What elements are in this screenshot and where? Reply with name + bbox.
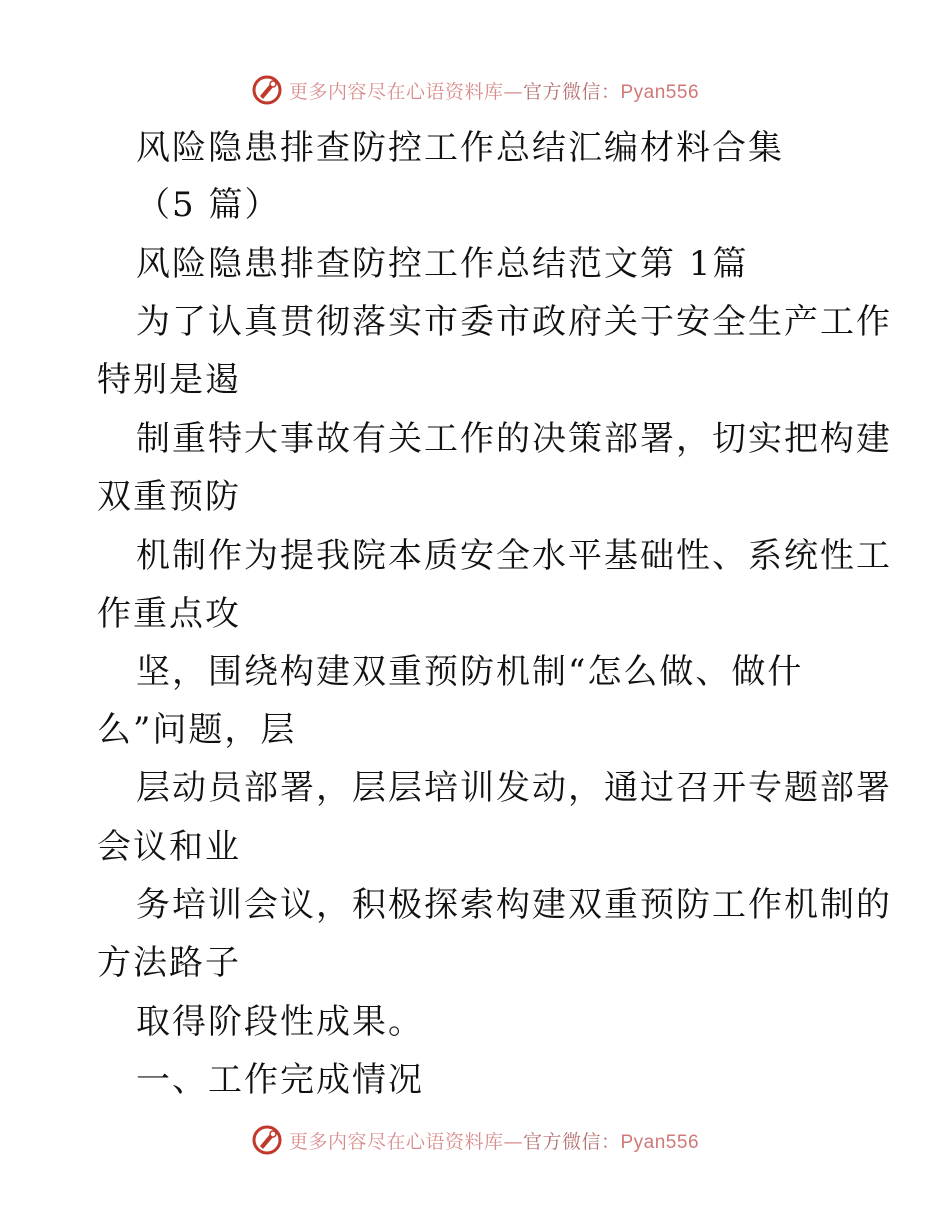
header-banner: [0, 70, 950, 110]
paragraph-line: 会议和业: [97, 827, 241, 867]
document-title-line-2: （5 篇）: [136, 185, 281, 225]
banner-wechat-label: 官方微信：: [522, 80, 621, 103]
section-heading: 一、工作完成情况: [136, 1060, 424, 1100]
paragraph-line: 作重点攻: [97, 594, 241, 634]
paragraph-line: 方法路子: [97, 943, 241, 983]
banner-text: [289, 1127, 699, 1154]
paragraph-line: 机制作为提我院本质安全水平基础性、系统性工: [136, 536, 892, 576]
paragraph-line: 双重预防: [97, 477, 241, 517]
banner-text: [289, 77, 699, 104]
banner-main-text: 更多内容尽在心语资料库: [288, 80, 504, 103]
library-logo-icon: [251, 74, 283, 106]
banner-dash: —: [503, 1130, 523, 1153]
banner-wechat-id: Pyan556: [620, 1131, 700, 1153]
banner-dash: —: [503, 80, 523, 103]
banner-main-text: 更多内容尽在心语资料库: [288, 1130, 504, 1153]
document-subtitle: 风险隐患排查防控工作总结范文第 1篇: [136, 244, 749, 284]
footer-banner: [0, 1120, 950, 1160]
paragraph-line: 制重特大事故有关工作的决策部署，切实把构建: [136, 419, 892, 459]
banner-content: [251, 74, 699, 106]
banner-wechat-label: 官方微信：: [522, 1130, 621, 1153]
library-logo-icon: [251, 1124, 283, 1156]
paragraph-line: 务培训会议，积极探索构建双重预防工作机制的: [136, 885, 892, 925]
paragraph-line: 么”问题，层: [97, 710, 297, 750]
paragraph-line: 坚，围绕构建双重预防机制“怎么做、做什: [136, 652, 804, 692]
paragraph-line: 特别是遏: [97, 360, 241, 400]
paragraph-line: 为了认真贯彻落实市委市政府关于安全生产工作: [136, 302, 892, 342]
paragraph-line: 层动员部署，层层培训发动，通过召开专题部署: [136, 768, 892, 808]
document-title-line-1: 风险隐患排查防控工作总结汇编材料合集: [136, 128, 784, 168]
banner-content: [251, 1124, 699, 1156]
paragraph-line: 取得阶段性成果。: [136, 1002, 424, 1042]
banner-wechat-id: Pyan556: [620, 81, 700, 103]
